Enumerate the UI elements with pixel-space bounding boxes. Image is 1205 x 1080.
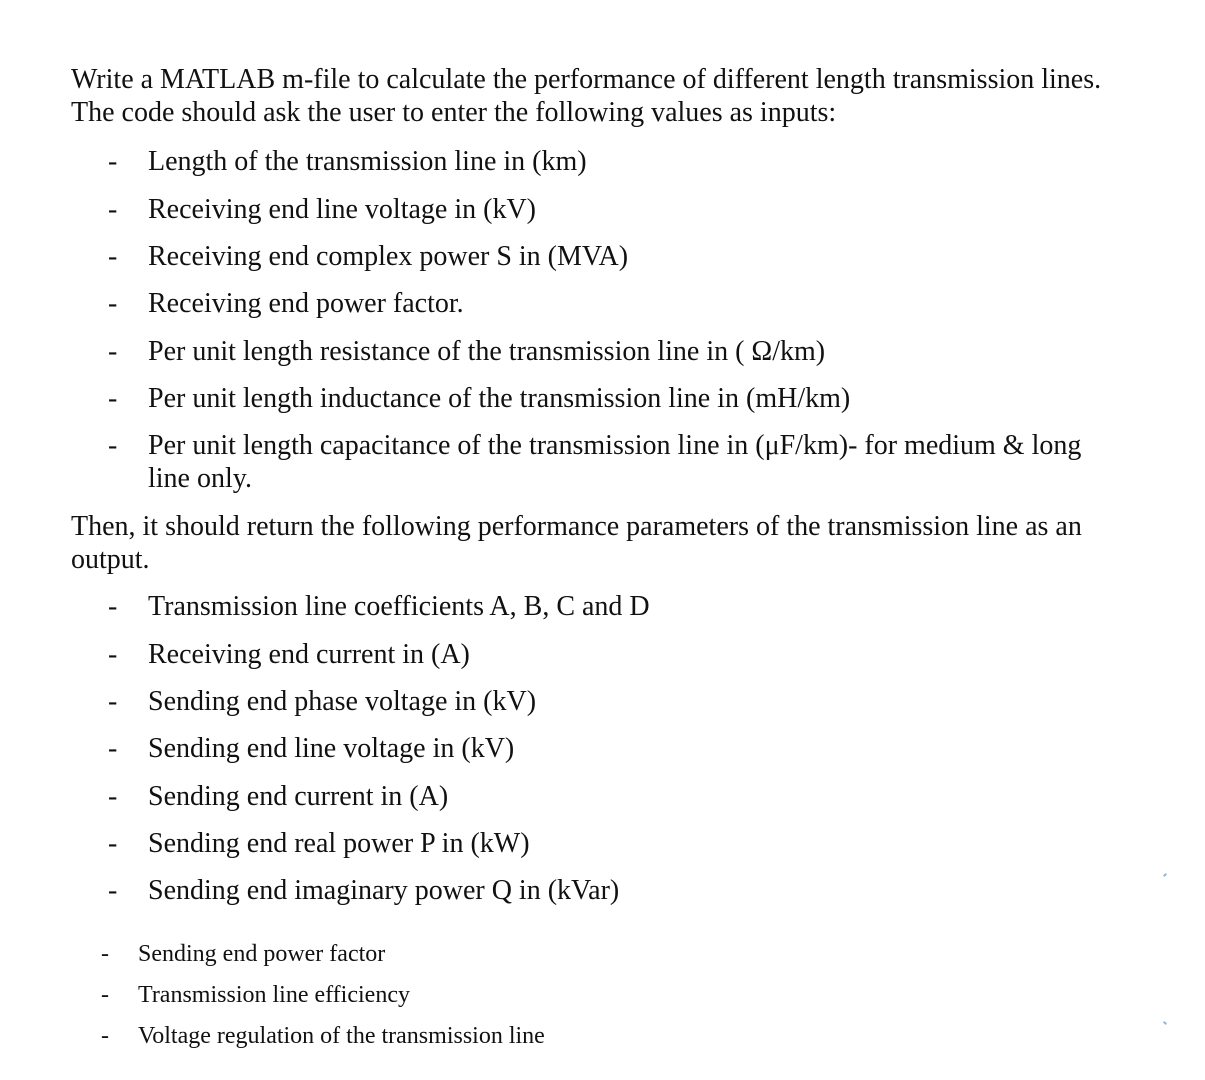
bullet-dash: - (101, 982, 109, 1008)
list-item-text: Per unit length inductance of the transmission line in (mH/km) (148, 383, 851, 414)
list-item-text: Sending end power factor (138, 941, 386, 967)
list-item-text: Length of the transmission line in (km) (148, 146, 587, 177)
list-item-text: Per unit length resistance of the transmission line in ( Ω/km) (148, 336, 826, 367)
scan-speck (1163, 1021, 1167, 1025)
bullet-dash: - (108, 336, 118, 367)
list-item-text: Transmission line coefficients A, B, C and D (148, 591, 650, 622)
bullet-dash: - (108, 828, 118, 859)
scan-speck (1163, 873, 1167, 877)
list-item-text: Sending end current in (A) (148, 781, 449, 812)
bullet-dash: - (108, 241, 118, 272)
list-item-text: Sending end line voltage in (kV) (148, 733, 515, 764)
bullet-dash: - (108, 733, 118, 764)
list-item-text: Receiving end line voltage in (kV) (148, 194, 536, 225)
bullet-dash: - (108, 383, 118, 414)
list-item-text: Sending end phase voltage in (kV) (148, 686, 537, 717)
bullet-dash: - (108, 194, 118, 225)
list-item-text: Receiving end complex power S in (MVA) (148, 241, 629, 272)
scan-artifacts (1163, 870, 1169, 1030)
bullet-dash: - (108, 686, 118, 717)
bullet-dash: - (108, 875, 118, 906)
bullet-dash: - (108, 591, 118, 622)
list-item-text: Receiving end current in (A) (148, 639, 470, 670)
bullet-dash: - (108, 146, 118, 177)
list-item-text: Receiving end power factor. (148, 288, 464, 319)
bullet-dash: - (108, 781, 118, 812)
bullet-dash: - (108, 288, 118, 319)
list-item-text: Voltage regulation of the transmission line (138, 1023, 545, 1049)
bullet-dash: - (108, 430, 118, 461)
then-paragraph: Then, it should return the following performance parameters of the transmission line as an output. (71, 511, 1082, 575)
bullet-dash: - (101, 941, 109, 967)
list-item-text: Sending end imaginary power Q in (kVar) (148, 875, 620, 906)
bullet-dash: - (108, 639, 118, 670)
list-item-text: Sending end real power P in (kW) (148, 828, 530, 859)
intro-paragraph: Write a MATLAB m-file to calculate the performance of different length transmission lines. The code should ask the user to enter the following values as inputs: (71, 64, 1102, 128)
bullet-dash: - (101, 1023, 109, 1049)
list-item-text: Per unit length capacitance of the transmission line in (μF/km)- for medium & long line only. (148, 430, 1082, 494)
list-item-text: Transmission line efficiency (138, 982, 410, 1008)
